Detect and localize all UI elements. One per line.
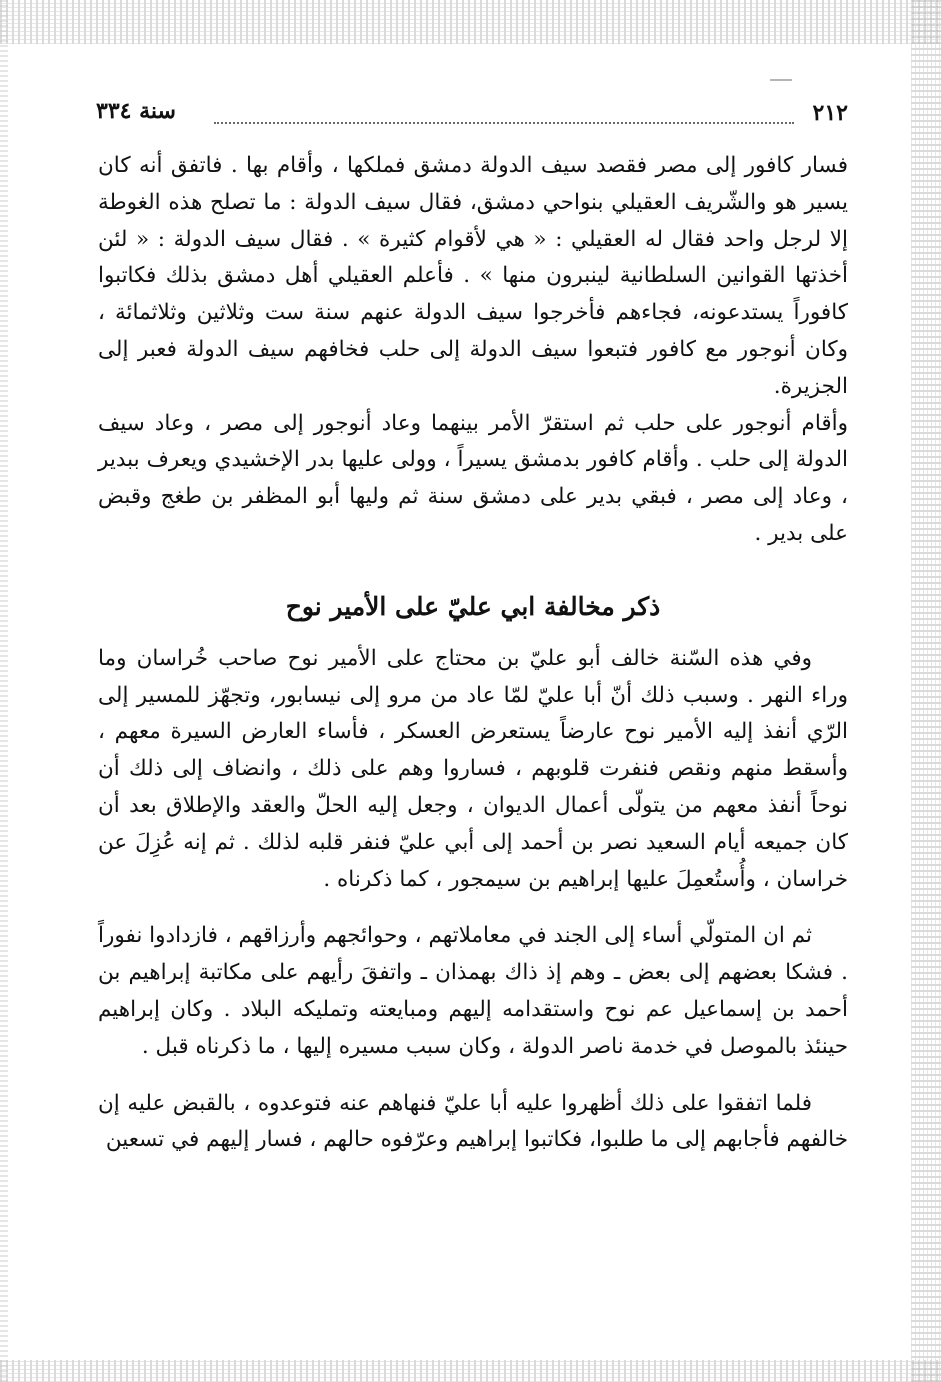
- header-dotted-rule: [214, 122, 794, 124]
- scan-mark: [770, 79, 792, 81]
- scan-border-right: [911, 0, 941, 1382]
- scan-border-left: [0, 0, 8, 1382]
- scan-border-top: [0, 0, 941, 44]
- paragraph-3: وفي هذه السّنة خالف أبو عليّ بن محتاج على الأمير نوح صاحب خُراسان وما وراء النهر . وسبب ذلك أنّ أبا عليّ لمّا عاد من مرو إلى نيسابور، وتجهّز للمسير إلى الرّي أنفذ إليه الأمير نوح عارضاً يستعرض العسكر ، فأساء العارض السيرة معهم ، وأسقط منهم ونقص فنفرت قلوبهم ، فساروا وهم على ذلك ، وانضاف إلى ذلك أن نوحاً أنفذ معهم من يتولّى أعمال الديوان ، وجعل إليه الحلّ والعقد والإطلاق بعد أن كان جميعه أيام السعيد نصر بن أحمد إلى أبي عليّ فنفر قلبه لذلك . ثم إنه عُزِلَ عن خراسان ، وأُستُعمِلَ عليها إبراهيم بن سيمجور ، كما ذكرناه .: [98, 645, 848, 892]
- running-head: سنة ٣٣٤: [96, 98, 176, 124]
- paragraph-gap: [98, 1066, 848, 1086]
- paragraph-1: فسار كافور إلى مصر فقصد سيف الدولة دمشق فملكها ، وأقام بها . فاتفق أنه كان يسير هو والشّريف العقيلي بنواحي دمشق، فقال سيف الدولة : ما تصلح هذه الغوطة إلا لرجل واحد فقال له العقيلي : « هي لأقوام كثيرة » . فقال سيف الدولة : « لئن أخذتها القوانين السلطانية لينبرون منها » . فأعلم العقيلي أهل دمشق بذلك فكاتبوا كافوراً يستدعونه، فجاءهم فأخرجوا سيف الدولة عنهم سنة ست وثلاثين وثلاثمائة ، وكان أنوجور مع كافور فتبعوا سيف الدولة إلى حلب فخافهم سيف الدولة فعبر إلى الجزيرة.: [98, 153, 849, 399]
- section-title: ذكر مخالفة ابي عليّ على الأمير نوح: [285, 591, 661, 621]
- page-header: [96, 98, 848, 132]
- paragraph-gap: [98, 898, 848, 918]
- paragraph-5: فلما اتفقوا على ذلك أظهروا عليه أبا عليّ فنهاهم عنه فتوعدوه ، بالقبض عليه إن خالفهم فأجابهم إلى ما طلبوا، فكاتبوا إبراهيم وعرّفوه حالهم ، فسار إليهم في تسعين: [98, 1090, 848, 1153]
- scan-border-bottom: [0, 1360, 941, 1382]
- page-number: ٢١٢: [812, 100, 848, 126]
- paragraph-2: وأقام أنوجور على حلب ثم استقرّ الأمر بينهما وعاد أنوجور إلى مصر ، وعاد سيف الدولة إلى حلب . وأقام كافور بدمشق يسيراً ، وولى عليها بدر الإخشيدي ويعرف ببدير ، وعاد إلى مصر ، فبقي بدير على دمشق سنة ثم وليها أبو المظفر بن طغج وقبض على بدير .: [98, 410, 848, 546]
- page-body: [98, 148, 848, 1159]
- paragraph-4: ثم ان المتولّي أساء إلى الجند في معاملاتهم ، وحوائجهم وأرزاقهم ، فازدادوا نفوراً . فشكا بعضهم إلى بعض ـ وهم إذ ذاك بهمذان ـ واتفقَ رأيهم على مكاتبة إبراهيم بن أحمد بن إسماعيل عم نوح واستقدامه إليهم ومبايعته وتمليكه البلاد . وكان إبراهيم حينئذ بالموصل في خدمة ناصر الدولة ، وكان سبب مسيره إليها ، ما ذكرناه قبل .: [98, 923, 848, 1059]
